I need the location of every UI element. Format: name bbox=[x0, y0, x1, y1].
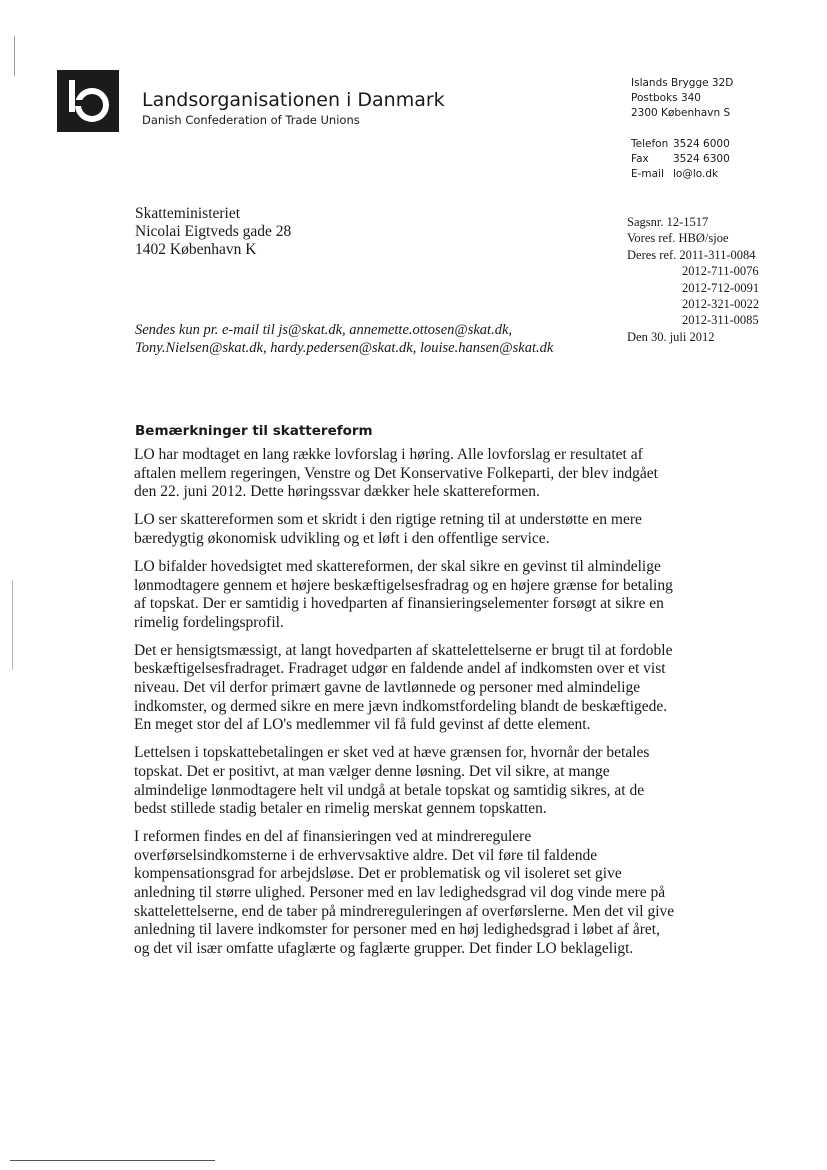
recipient-street: Nicolai Eigtveds gade 28 bbox=[135, 223, 292, 240]
margin-mark bbox=[12, 580, 13, 670]
org-contact bbox=[631, 137, 730, 182]
body-paragraph: I reformen findes en del af finansieringen ved at mindreregulere overførselsindkomsterne i de erhvervsaktive aldre. Det vil føre til faldende kompensationsgrad for arbejdsløse. Det er problematisk og vil isoleret set give anledning til større ulighed. Personer med en lav ledighedsgrad vil dog vinde mere på skattelettelserne, end de taber på mindrereguleringen af overførslerne. Men det vil give anledning til lavere indkomster for personer med en høj ledighedsgrad i løbet af året, og det vil især omfatte ufaglærte og faglærte grupper. Det finder LO beklageligt. bbox=[134, 828, 675, 957]
sent-to-line-1: Sendes kun pr. e-mail til js@skat.dk, annemette.ottosen@skat.dk, bbox=[135, 322, 513, 338]
reference-block bbox=[627, 214, 759, 345]
email-label: E-mail bbox=[631, 168, 664, 180]
email-row bbox=[631, 167, 730, 182]
body-paragraph: LO bifalder hovedsigtet med skattereformen, der skal sikre en gevinst til almindelige lønmodtagere gennem et højere beskæftigelsesfradrag og en højere grænse for betaling af topskat. Der er samtidig i hovedparten af finansieringselementer forsøgt at sikre en rimelig fordelingsprofil. bbox=[134, 557, 673, 631]
recipient-address bbox=[135, 205, 291, 259]
body-paragraph: LO ser skattereformen som et skridt i den rigtige retning til at understøtte en mere bæredygtig økonomisk udvikling og et løft i den offentlige service. bbox=[134, 511, 642, 547]
letter-body bbox=[134, 446, 679, 968]
org-name: Landsorganisationen i Danmark bbox=[142, 89, 445, 111]
sent-to-line-2: Tony.Nielsen@skat.dk, hardy.pedersen@skat.dk, louise.hansen@skat.dk bbox=[135, 340, 554, 356]
org-name-english: Danish Confederation of Trade Unions bbox=[142, 113, 360, 127]
lo-logo-icon bbox=[57, 70, 119, 132]
body-paragraph: Det er hensigtsmæssigt, at langt hovedparten af skattelettelserne er brugt til at fordoble beskæftigelsesfradraget. Fradraget udgør en faldende andel af indkomsten over et vist niveau. Det vil derfor primært gavne de lavtlønnede og personer med almindelige indkomster, og dermed sikre en mere jævn indkomstfordeling blandt de beskæftigede. En meget stor del af LO's medlemmer vil få fuld gevinst af dette element. bbox=[134, 641, 673, 734]
margin-mark bbox=[14, 36, 15, 76]
your-reference-extra: 2012-311-0085 bbox=[682, 313, 759, 328]
address-line: 2300 København S bbox=[631, 107, 731, 119]
our-reference: Vores ref. HBØ/sjoe bbox=[627, 231, 729, 246]
your-reference-extra: 2012-321-0022 bbox=[682, 297, 760, 312]
body-paragraph: Lettelsen i topskattebetalingen er sket ved at hæve grænsen for, hvornår der betales topskat. Det er positivt, at man vælger denne løsning. Det vil sikre, at mange almindelige lønmodtagere helt vil undgå at betale topskat og samtidig sikres, at de bedst stillede stadig betaler en rimelig merskat gennem topskatten. bbox=[134, 744, 650, 818]
fax-label: Fax bbox=[631, 153, 649, 165]
phone-row bbox=[631, 137, 730, 152]
letter-heading: Bemærkninger til skattereform bbox=[135, 423, 373, 439]
your-reference-extra: 2012-712-0091 bbox=[682, 280, 760, 295]
address-line: Islands Brygge 32D bbox=[631, 77, 734, 89]
fax-value: 3524 6300 bbox=[673, 153, 730, 165]
case-number: Sagsnr. 12-1517 bbox=[627, 215, 709, 229]
fax-row bbox=[631, 152, 730, 167]
your-reference: Deres ref. 2011-311-0084 bbox=[627, 247, 756, 262]
org-address bbox=[631, 76, 733, 121]
footer-rule bbox=[10, 1160, 215, 1161]
letter-date: Den 30. juli 2012 bbox=[627, 329, 715, 344]
recipient-name: Skatteministeriet bbox=[135, 205, 241, 222]
address-line: Postboks 340 bbox=[631, 92, 701, 104]
phone-value: 3524 6000 bbox=[673, 138, 730, 150]
email-value: lo@lo.dk bbox=[673, 168, 719, 180]
lo-logo bbox=[57, 70, 119, 132]
your-reference-extra: 2012-711-0076 bbox=[682, 264, 759, 279]
recipient-city: 1402 København K bbox=[135, 241, 257, 258]
phone-label: Telefon bbox=[631, 138, 669, 150]
body-paragraph: LO har modtaget en lang række lovforslag i høring. Alle lovforslag er resultatet af aftalen mellem regeringen, Venstre og Det Konservative Folkeparti, der blev indgået den 22. juni 2012. Dette høringssvar dækker hele skattereformen. bbox=[134, 446, 658, 501]
